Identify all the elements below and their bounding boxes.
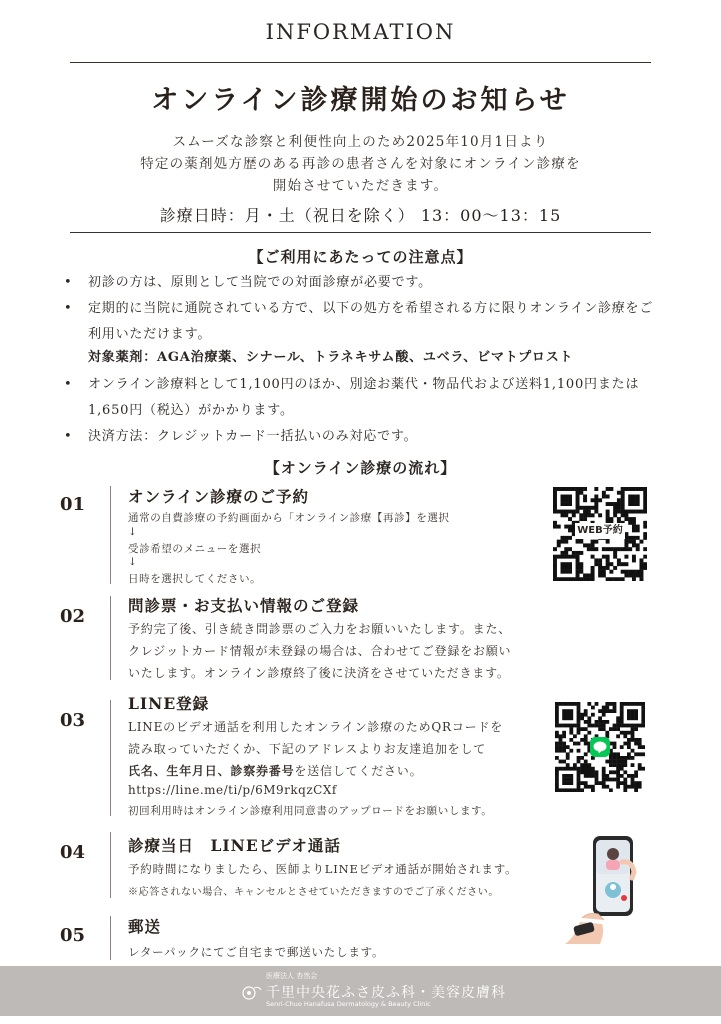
step-note: 初回利用時はオンライン診療利用同意書のアップロードをお願いします。 — [128, 805, 493, 817]
clinic-logo-icon — [240, 984, 262, 1002]
step-arrow: ↓ — [128, 556, 138, 568]
required-info: 氏名、生年月日、診察券番号 — [128, 764, 295, 778]
smartphone-video-call-icon — [560, 832, 645, 947]
step-divider — [110, 596, 111, 680]
line-url-link[interactable]: https://line.me/ti/p/6M9rkqzCXf — [128, 783, 337, 797]
step-title: 問診票・お支払い情報のご登録 — [128, 596, 360, 615]
note-text: 定期的に当院に通院されている方で、以下の処方を希望される方に限りオンライン診療をご利用いただけます。 — [88, 301, 654, 342]
clinic-name-en: Senri-Chuo Hanafusa Dermatology & Beauty Clinic — [266, 1000, 431, 1008]
note-text: オンライン診療料として1,100円のほか、別途お薬代・物品代および送料1,100円または1,650円（税込）がかかります。 — [88, 377, 640, 418]
step-note: ※応答されない場合、キャンセルとさせていただきますのでご了承ください。 — [128, 887, 499, 898]
step-text: 予約時間になりましたら、医師よりLINEビデオ通話が開始されます。 — [128, 862, 518, 876]
step-divider — [110, 700, 111, 816]
clinic-name: 千里中央花ふさ皮ふ科・美容皮膚科 — [266, 985, 506, 1001]
notes-heading: 【ご利用にあたっての注意点】 — [248, 248, 473, 266]
header-title: INFORMATION — [265, 20, 456, 44]
step-text: 通常の自費診療の予約画面から「オンライン診療【再診】を選択 — [128, 512, 450, 524]
step-text: いたします。オンライン診療終了後に決済をさせていただきます。 — [128, 666, 510, 680]
step-text: 日時を選択してください。 — [128, 573, 262, 585]
note-item — [64, 270, 684, 296]
bullet-dot: • — [64, 429, 73, 444]
note-item — [64, 372, 664, 424]
note-item — [64, 296, 664, 348]
note-text: 決済方法：クレジットカード一括払いのみ対応です。 — [88, 429, 418, 444]
page-title: オンライン診療開始のお知らせ — [151, 85, 570, 116]
step-number: 03 — [60, 710, 86, 731]
step-text — [128, 762, 422, 779]
step-number: 05 — [60, 925, 86, 946]
step-arrow: ↓ — [128, 526, 138, 538]
consultation-hours: 診療日時：月・土（祝日を除く） 13：00〜13：15 — [159, 206, 562, 225]
step-text: 受診希望のメニューを選択 — [128, 543, 262, 555]
clinic-corporation: 医療法人 杏然会 — [266, 972, 318, 980]
step-divider — [110, 916, 111, 960]
step-number: 02 — [60, 606, 86, 627]
step-text: レターパックにてご自宅まで郵送いたします。 — [128, 945, 385, 959]
intro-line-2: 特定の薬剤処方歴のある再診の患者さんを対象にオンライン診療を — [140, 156, 581, 172]
bullet-dot: • — [64, 377, 73, 392]
intro-line-3: 開始させていただきます。 — [272, 178, 449, 194]
header-divider — [70, 62, 651, 63]
step-title: 郵送 — [128, 917, 162, 936]
step-text: 読み取っていただくか、下記のアドレスよりお友達追加をして — [128, 742, 487, 756]
note-text: 初診の方は、原則として当院での対面診療が必要です。 — [88, 275, 432, 290]
line-logo-icon — [590, 737, 610, 757]
step-number: 01 — [60, 494, 86, 515]
web-reservation-qr-code[interactable] — [553, 487, 647, 581]
hours-divider — [70, 232, 651, 233]
note-item — [64, 424, 684, 450]
clinic-footer — [0, 966, 721, 1016]
step-divider — [110, 832, 111, 898]
line-qr-code[interactable] — [555, 702, 645, 792]
bullet-dot: • — [64, 275, 73, 290]
step-title: LINE登録 — [128, 694, 210, 713]
qr-label: WEB予約 — [575, 523, 625, 539]
step-title: オンライン診療のご予約 — [128, 487, 310, 506]
intro-line-1: スムーズな診察と利便性向上のため2025年10月1日より — [172, 134, 549, 150]
step-text: LINEのビデオ通話を利用したオンライン診療のためQRコードを — [128, 720, 504, 734]
step-divider — [110, 486, 111, 584]
target-drugs: 対象薬剤：AGA治療薬、シナール、トラネキサム酸、ユベラ、ビマトプロスト — [88, 350, 574, 365]
bullet-dot: • — [64, 301, 73, 316]
step-title: 診療当日 LINEビデオ通話 — [128, 836, 341, 855]
flow-heading: 【オンライン診療の流れ】 — [264, 459, 457, 477]
required-info-suffix: を送信してください。 — [294, 764, 423, 778]
step-text: クレジットカード情報が未登録の場合は、合わせてご登録をお願い — [128, 644, 512, 658]
step-text: 予約完了後、引き続き問診票のご入力をお願いいたします。また、 — [128, 622, 512, 636]
step-number: 04 — [60, 842, 86, 863]
